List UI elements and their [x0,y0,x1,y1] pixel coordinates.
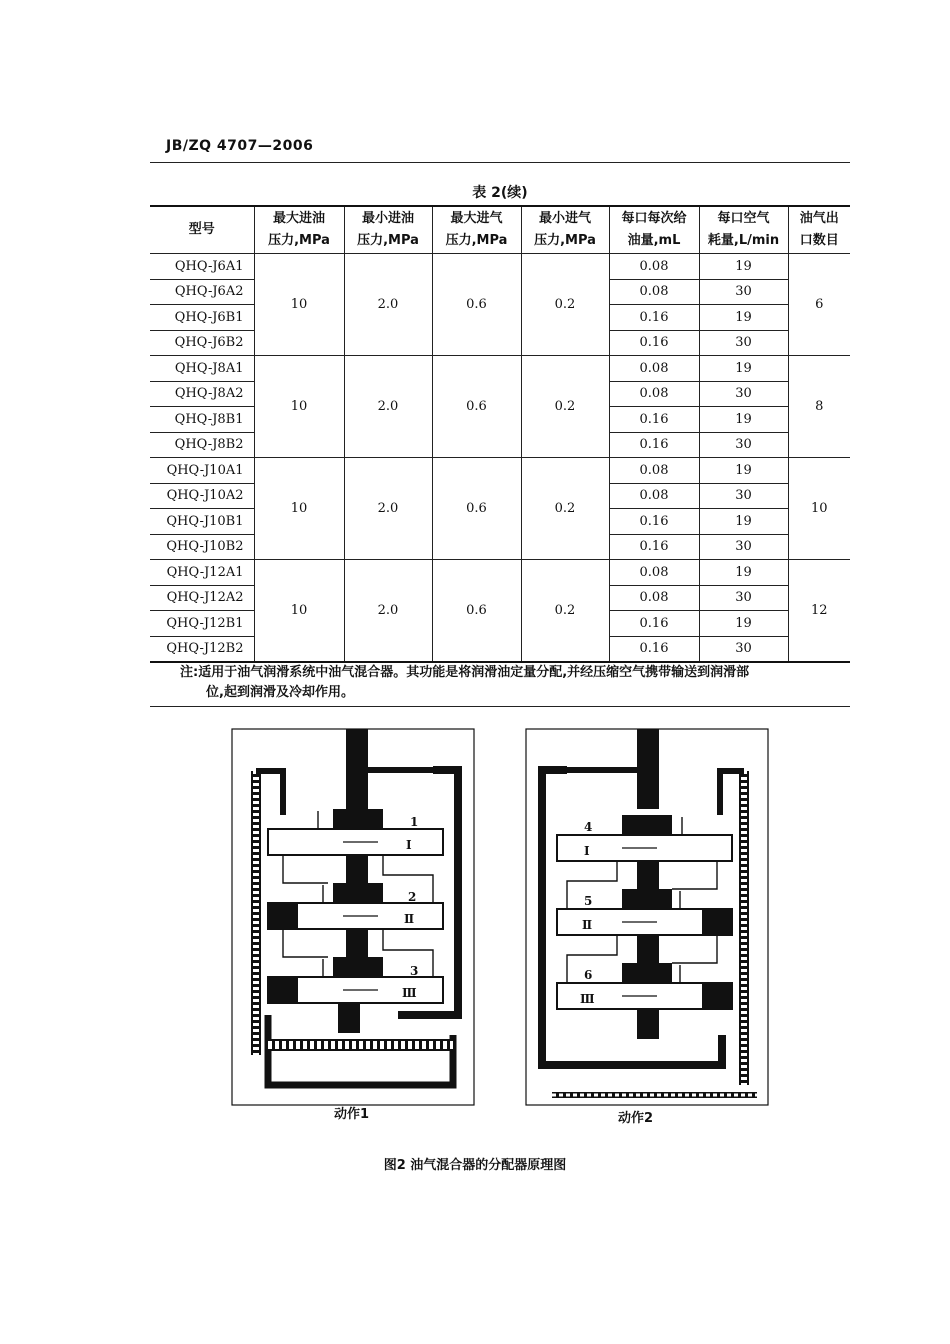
min-air-cell: 0.2 [521,458,609,560]
model-cell: QHQ-J8A1 [150,356,254,382]
air-cell: 19 [699,254,788,280]
model-cell: QHQ-J8B2 [150,432,254,458]
table-note [180,663,850,703]
stage-label: 2 [408,890,417,904]
col-header: 型号 [150,206,254,254]
oil-cell: 0.16 [609,636,699,662]
min-oil-cell: 2.0 [344,254,432,356]
table-header-row [150,206,850,254]
air-cell: 30 [699,432,788,458]
figure-caption: 图2 油气混合器的分配器原理图 [383,1158,567,1173]
max-air-cell: 0.6 [432,254,521,356]
min-air-cell: 0.2 [521,356,609,458]
oil-cell: 0.16 [609,534,699,560]
distributor-diagram-action1 [228,725,478,1110]
col-header: 每口空气 耗量,L/min [699,206,788,254]
table-row [150,254,850,280]
model-cell: QHQ-J6A1 [150,254,254,280]
min-air-cell: 0.2 [521,254,609,356]
model-cell: QHQ-J10B1 [150,509,254,535]
air-cell: 19 [699,458,788,484]
min-air-cell: 0.2 [521,560,609,663]
oil-cell: 0.08 [609,483,699,509]
air-cell: 19 [699,356,788,382]
model-cell: QHQ-J12B1 [150,611,254,637]
spec-table [150,205,850,663]
stage-label: Ⅰ [584,844,590,858]
max-oil-cell: 10 [254,458,344,560]
note-line: 注:适用于油气润滑系统中油气混合器。其功能是将润滑油定量分配,并经压缩空气携带输送到润滑部 [180,665,750,680]
air-cell: 19 [699,560,788,586]
oil-cell: 0.16 [609,611,699,637]
col-header: 每口每次给 油量,mL [609,206,699,254]
table-group [150,254,850,356]
model-cell: QHQ-J10A2 [150,483,254,509]
model-cell: QHQ-J6A2 [150,279,254,305]
table-group [150,458,850,560]
table-group [150,356,850,458]
air-cell: 30 [699,381,788,407]
stage-label: 6 [584,968,593,982]
max-oil-cell: 10 [254,356,344,458]
air-cell: 30 [699,636,788,662]
stage-label: 1 [410,815,419,829]
note-rule [150,706,850,707]
model-cell: QHQ-J8B1 [150,407,254,433]
table-group [150,560,850,663]
oil-cell: 0.16 [609,509,699,535]
oil-cell: 0.08 [609,254,699,280]
model-cell: QHQ-J12B2 [150,636,254,662]
stage-label: 5 [584,894,593,908]
stage-label: Ⅰ [406,838,412,852]
max-air-cell: 0.6 [432,458,521,560]
air-cell: 19 [699,509,788,535]
action1-label: 动作1 [334,1107,370,1122]
oil-cell: 0.08 [609,279,699,305]
model-cell: QHQ-J12A2 [150,585,254,611]
oil-cell: 0.08 [609,458,699,484]
stage-label: Ⅲ [402,986,417,1000]
air-cell: 30 [699,330,788,356]
model-cell: QHQ-J6B2 [150,330,254,356]
air-cell: 30 [699,534,788,560]
oil-cell: 0.08 [609,585,699,611]
oil-cell: 0.16 [609,305,699,331]
min-oil-cell: 2.0 [344,560,432,663]
stage-label: Ⅱ [404,912,415,926]
max-air-cell: 0.6 [432,356,521,458]
min-oil-cell: 2.0 [344,356,432,458]
col-header: 最小进油 压力,MPa [344,206,432,254]
table-caption: 表 2(续) [472,185,528,201]
stage-label: 3 [410,964,419,978]
oil-cell: 0.16 [609,407,699,433]
document-code: JB/ZQ 4707—2006 [166,138,314,154]
air-cell: 30 [699,483,788,509]
air-cell: 30 [699,279,788,305]
outlets-cell: 8 [788,356,850,458]
max-oil-cell: 10 [254,560,344,663]
oil-cell: 0.08 [609,381,699,407]
header-rule [150,162,850,163]
max-oil-cell: 10 [254,254,344,356]
outlets-cell: 12 [788,560,850,663]
col-header: 最大进气 压力,MPa [432,206,521,254]
table-row [150,458,850,484]
table-row [150,560,850,586]
max-air-cell: 0.6 [432,560,521,663]
min-oil-cell: 2.0 [344,458,432,560]
model-cell: QHQ-J10A1 [150,458,254,484]
model-cell: QHQ-J10B2 [150,534,254,560]
note-line: 位,起到润滑及冷却作用。 [206,685,354,700]
oil-cell: 0.08 [609,560,699,586]
col-header: 最大进油 压力,MPa [254,206,344,254]
table-row [150,356,850,382]
action2-label: 动作2 [618,1111,654,1126]
model-cell: QHQ-J8A2 [150,381,254,407]
oil-cell: 0.16 [609,330,699,356]
distributor-diagram-action2 [522,725,772,1110]
oil-cell: 0.08 [609,356,699,382]
oil-cell: 0.16 [609,432,699,458]
stage-label: Ⅲ [580,992,595,1006]
col-header: 油气出 口数目 [788,206,850,254]
outlets-cell: 6 [788,254,850,356]
stage-label: 4 [584,820,593,834]
air-cell: 19 [699,611,788,637]
col-header: 最小进气 压力,MPa [521,206,609,254]
air-cell: 19 [699,305,788,331]
model-cell: QHQ-J6B1 [150,305,254,331]
stage-label: Ⅱ [582,918,593,932]
air-cell: 30 [699,585,788,611]
model-cell: QHQ-J12A1 [150,560,254,586]
air-cell: 19 [699,407,788,433]
outlets-cell: 10 [788,458,850,560]
